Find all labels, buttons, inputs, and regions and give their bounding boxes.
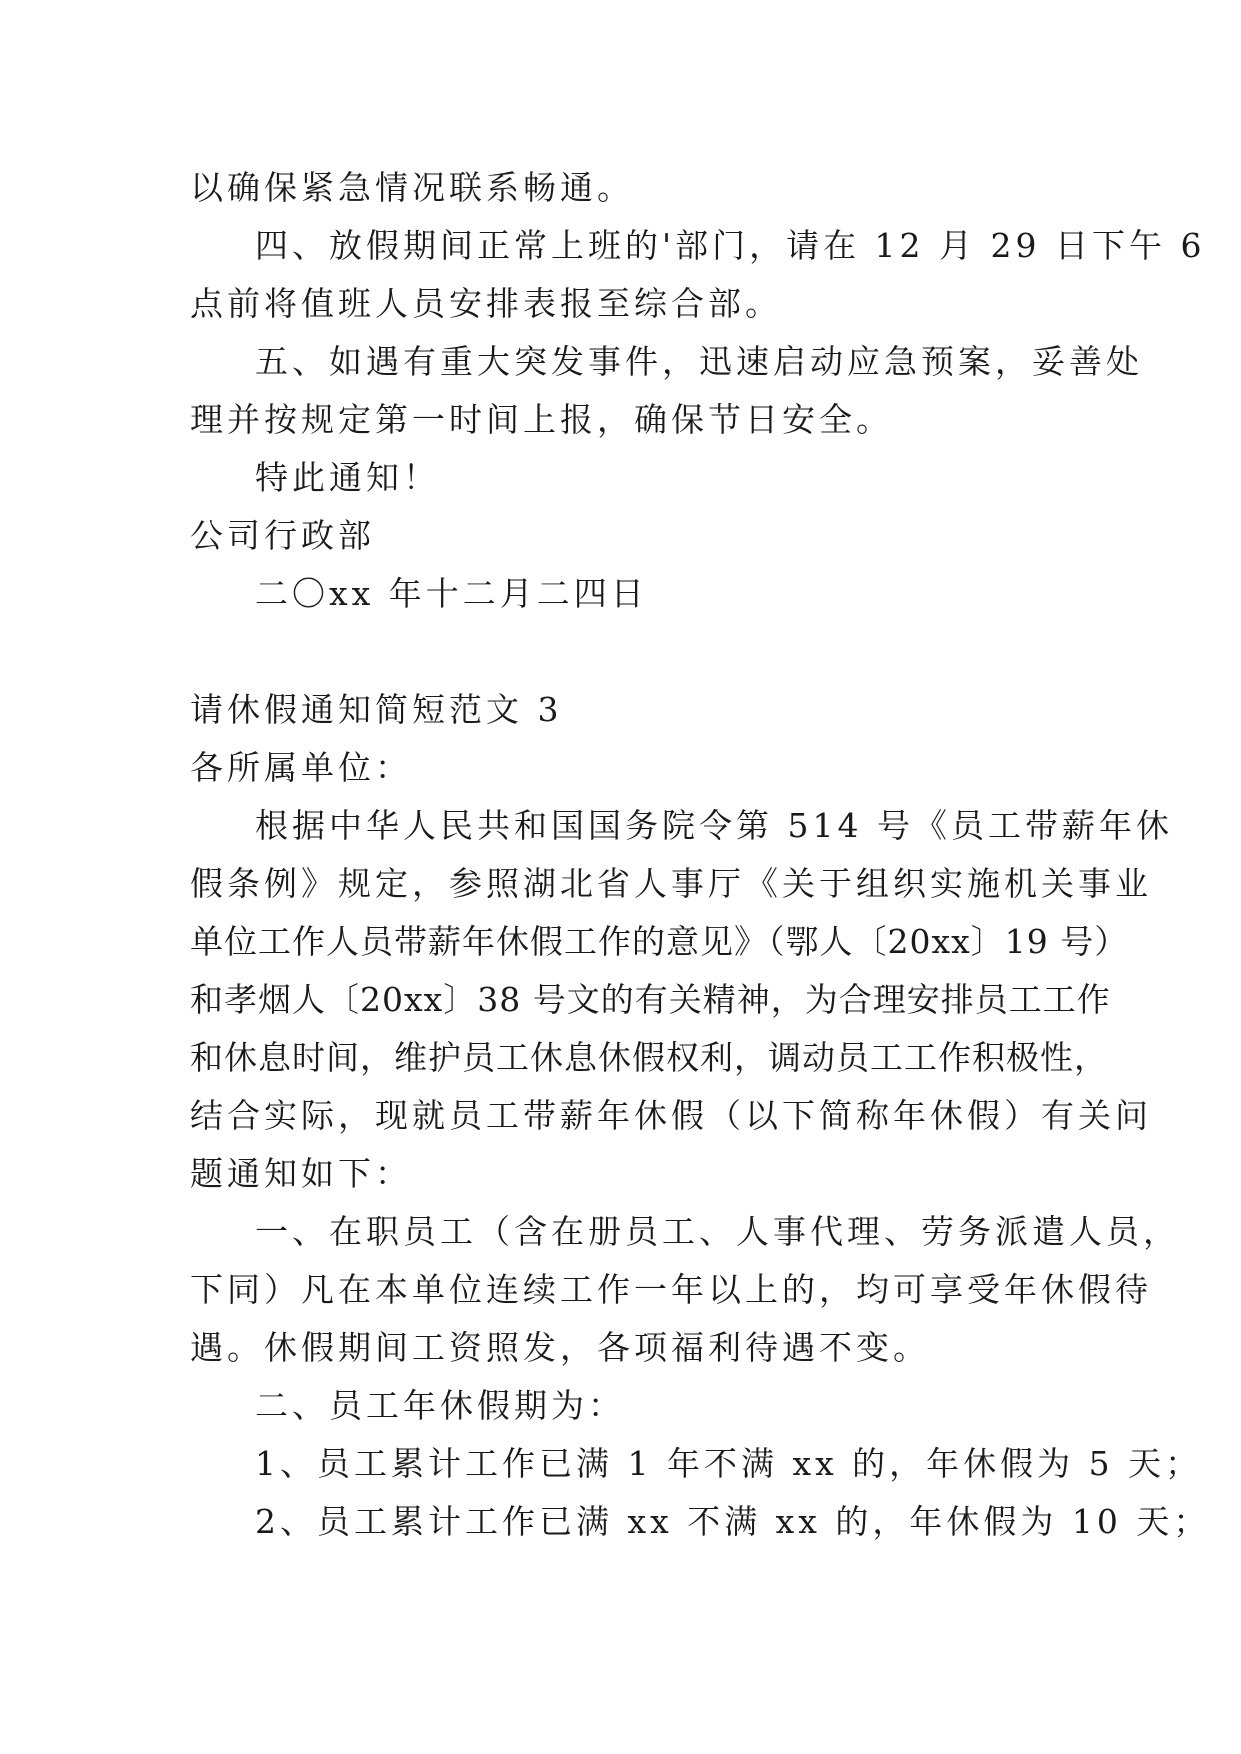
text-line: 特此通知！ — [255, 458, 440, 497]
text-line: 以确保紧急情况联系畅通。 — [190, 168, 634, 207]
text-line: 2、员工累计工作已满 xx 不满 xx 的，年休假为 10 天； — [255, 1502, 1211, 1541]
signature-department: 公司行政部 — [190, 516, 375, 555]
text-line: 和孝烟人〔20xx〕38 号文的有关精神，为合理安排员工工作 — [190, 980, 1111, 1019]
text-line: 点前将值班人员安排表报至综合部。 — [190, 284, 782, 323]
text-line: 二、员工年休假期为： — [255, 1386, 625, 1425]
text-line: 遇。休假期间工资照发，各项福利待遇不变。 — [190, 1328, 930, 1367]
text-line: 单位工作人员带薪年休假工作的意见》（鄂人〔20xx〕19 号） — [190, 922, 1129, 961]
text-line: 理并按规定第一时间上报，确保节日安全。 — [190, 400, 893, 439]
text-line: 一、在职员工（含在册员工、人事代理、劳务派遣人员， — [255, 1212, 1180, 1251]
text-line: 题通知如下： — [190, 1154, 412, 1193]
section-title: 请休假通知简短范文 3 — [190, 690, 563, 729]
text-line: 结合实际，现就员工带薪年休假（以下简称年休假）有关问 — [190, 1096, 1152, 1135]
text-line: 五、如遇有重大突发事件，迅速启动应急预案，妥善处 — [255, 342, 1143, 381]
signature-date: 二〇xx 年十二月二四日 — [255, 574, 648, 613]
text-line: 四、放假期间正常上班的'部门，请在 12 月 29 日下午 6 — [255, 226, 1206, 265]
text-line: 下同）凡在本单位连续工作一年以上的，均可享受年休假待 — [190, 1270, 1152, 1309]
text-line: 根据中华人民共和国国务院令第 514 号《员工带薪年休 — [255, 806, 1173, 845]
text-line: 假条例》规定，参照湖北省人事厅《关于组织实施机关事业 — [190, 864, 1152, 903]
text-line: 和休息时间，维护员工休息休假权利，调动员工工作积极性， — [190, 1038, 1108, 1077]
salutation: 各所属单位： — [190, 748, 412, 787]
text-line: 1、员工累计工作已满 1 年不满 xx 的，年休假为 5 天； — [255, 1444, 1203, 1483]
